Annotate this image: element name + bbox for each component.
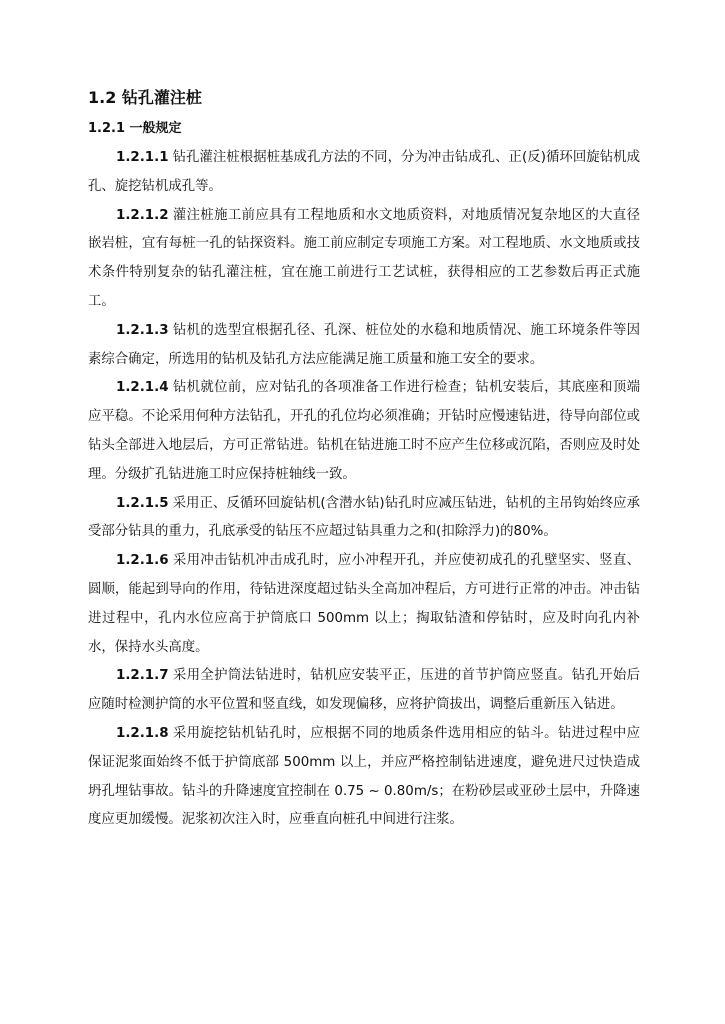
subsection-heading: 1.2.1 一般规定: [88, 121, 182, 136]
clause-number: 1.2.1.5: [116, 495, 169, 511]
clause-paragraph: [88, 490, 640, 548]
section-heading: 1.2 钻孔灌注桩: [88, 88, 202, 107]
clause-paragraph: [88, 547, 640, 662]
clause-text: 采用正、反循环回旋钻机(含潜水钻)钻孔时应减压钻进，钻机的主吊钩始终应承受部分钻具的重力，孔底承受的钻压不应超过钻具重力之和(扣除浮力)的80%。: [88, 495, 640, 540]
clause-text: 灌注桩施工前应具有工程地质和水文地质资料，对地质情况复杂地区的大直径嵌岩桩，宜有每桩一孔的钻探资料。施工前应制定专项施工方案。对工程地质、水文地质或技术条件特别复杂的钻孔灌注桩，宜在施工前进行工艺试桩，获得相应的工艺参数后再正式施工。: [88, 207, 640, 309]
document-page: [88, 86, 640, 835]
clause-number: 1.2.1.7: [116, 668, 169, 684]
clause-number: 1.2.1.1: [116, 150, 169, 165]
clause-number: 1.2.1.8: [116, 725, 169, 741]
clause-text: 采用旋挖钻机钻孔时，应根据不同的地质条件选用相应的钻斗。钻进过程中应保证泥浆面始终不低于护筒底部 500mm 以上，并应严格控制钻进速度，避免进尺过快造成坍孔埋钻事故。钻斗的升降速度宜控制在 0.75 ~ 0.80m/s；在粉砂层或亚砂土层中，升降速度应更加缓慢。泥浆初次注入时，应垂直向桩孔中间进行注浆。: [88, 725, 640, 828]
clause-paragraph: [88, 144, 640, 202]
clause-paragraph: [88, 662, 640, 720]
clause-paragraph: [88, 317, 640, 375]
clause-paragraph: [88, 202, 640, 317]
clause-number: 1.2.1.6: [116, 553, 169, 569]
clause-paragraph: [88, 720, 640, 835]
clause-paragraph: [88, 374, 640, 489]
clause-number: 1.2.1.2: [116, 207, 169, 223]
clause-text: 采用全护筒法钻进时，钻机应安装平正，压进的首节护筒应竖直。钻孔开始后应随时检测护筒的水平位置和竖直线，如发现偏移，应将护筒拔出，调整后重新压入钻进。: [88, 668, 640, 713]
clause-text: 采用冲击钻机冲击成孔时，应小冲程开孔，并应使初成孔的孔壁坚实、竖直、圆顺，能起到导向的作用，待钻进深度超过钻头全高加冲程后，方可进行正常的冲击。冲击钻进过程中，孔内水位应高于护筒底口 500mm 以上；掏取钻渣和停钻时，应及时向孔内补水，保持水头高度。: [88, 553, 640, 655]
clause-text: 钻孔灌注桩根据桩基成孔方法的不同，分为冲击钻成孔、正(反)循环回旋钻机成孔、旋挖钻机成孔等。: [88, 150, 640, 194]
clause-text: 钻机的选型宜根据孔径、孔深、桩位处的水稳和地质情况、施工环境条件等因素综合确定，所选用的钻机及钻孔方法应能满足施工质量和施工安全的要求。: [88, 322, 640, 367]
clause-text: 钻机就位前，应对钻孔的各项准备工作进行检查；钻机安装后，其底座和顶端应平稳。不论采用何种方法钻孔，开孔的孔位均必须准确；开钻时应慢速钻进，待导向部位或钻头全部进入地层后，方可正常钻进。钻机在钻进施工时不应产生位移或沉陷，否则应及时处理。分级扩孔钻进施工时应保持桩轴线一致。: [88, 380, 640, 482]
clause-number: 1.2.1.3: [116, 322, 169, 338]
clause-number: 1.2.1.4: [116, 380, 169, 396]
